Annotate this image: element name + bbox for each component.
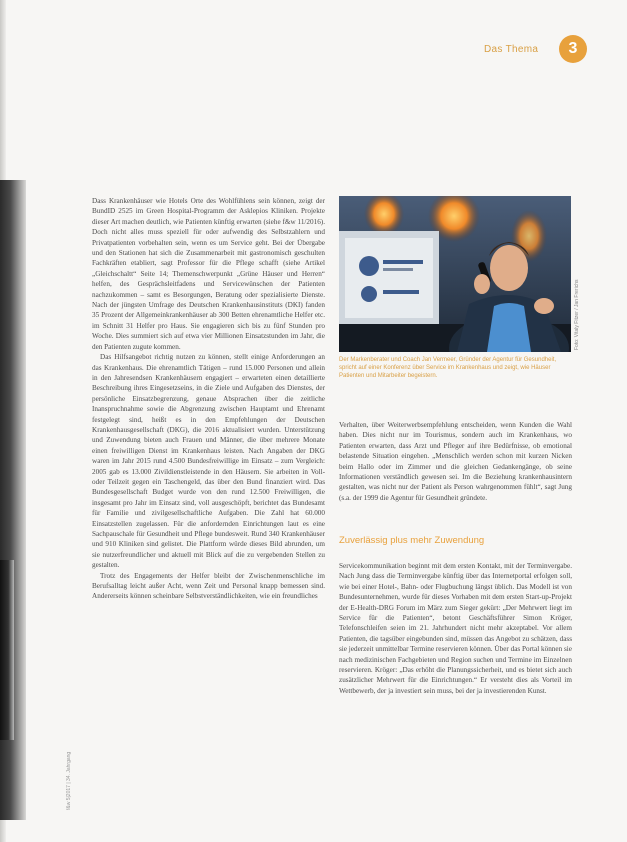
article-right-column-bottom bbox=[339, 561, 572, 831]
section-label: Das Thema bbox=[484, 44, 539, 55]
photo-credit: Foto: Vitaly Fitzer / Jan Frerichs bbox=[574, 279, 580, 350]
article-right-column-top bbox=[339, 420, 572, 530]
article-subheading: Zuverlässig plus mehr Zuwendung bbox=[339, 535, 485, 546]
paragraph: Dass Krankenhäuser wie Hotels Orte des Wohlfühlens sein können, zeigt der BundID 2525 im Green Hospital-Programm der Asklepios Kliniken. Projekte dieser Art machen deutlich, wie Patienten künftig erwarten (siehe f&w 11/2016). Doch nicht alles muss speziell für oder aufwendig des Selbstzahlern und Privatpatienten vorbehalten sein, wenn es um Service geht. Bei der Übergabe und den Stationen hat sich die Zusammenarbeit mit gastronomisch geschulten Fachkräften etabliert, sagt Professor für die Pflege schafft (siehe Artikel „Gleichschaltt“ Seite 14; Themenschwerpunkt „Grüne Häuser und Herren“ helfen, des Gesprächsleitfadens und Servicewünschen der Patienten nachzukommen – samt es Besorgungen, Beratung oder spezialisierte Dienste. Nach der jüngsten Umfrage des Deutschen Krankenhausinstituts (DKI) fanden 35 Prozent der Allgemeinkrankenhäuser ab 300 Betten ehrenamtliche Helfer etc. im Schnitt 31 Helfer pro Haus. Sie engagieren sich bis zu fünf Stunden pro Woche. Dies summiert sich auf etwa vier Millionen Einsatzstunden im Jahr, die den Patienten zugute kommen. bbox=[92, 197, 325, 351]
page-number-badge: 3 bbox=[559, 35, 587, 63]
paragraph: Servicekommunikation beginnt mit dem ersten Kontakt, mit der Terminvergabe. Nach Jung dass die Terminvergabe künftig über das Internetportal erfolgen soll, wie bei einer Hotel-, Bahn- oder Flugbuchung längst üblich. Das Modell ist von Bundesunternehmen, wurde für dieses Vorhaben mit dem ersten Start-up-Projekt der E-Health-DRG Forum im März zum Sieger gekürt: „Der Mehrwert liegt im Service für die Patienten“, betont Geschäftsführer Simon Kröger, Telefonschleifen seien im 21. Jahrhundert nicht mehr akzeptabel. Vor allem Patienten, die tagsüber eingebunden sind, müssen das Angebot zu schätzen, dass sie jederzeit unmittelbar Termine reservieren können. Über das Portal können sie nach medizinischen Fachgebieten und Region suchen und Termine im Einzelnen reservieren. Kröger: „Das erhöht die Planungssicherheit, und es bietet sich auch zusätzlicher Mehrwert für die Einrichtungen.“ Er versteht dies als Vorteil im Wettbewerb, der ja investiert sein muss, bei der ja investierenden Kunst. bbox=[339, 562, 572, 695]
speaker-photo bbox=[339, 196, 571, 352]
binding-shadow-dark bbox=[0, 560, 14, 740]
photo-caption: Der Markenberater und Coach Jan Vermeer, Gründer der Agentur für Gesundheit, spricht auf einer Konferenz über Service im Krankenhaus und zeigt, wie Häuser Patienten und Mitarbeiter begeistern. bbox=[339, 357, 557, 379]
paragraph: Trotz des Engagements der Helfer bleibt der Zwischenmenschliche im Berufsalltag leicht außer Acht, wenn Zeit und Personal knapp bemessen sind. Andererseits können scheinbare Selbstverständlichkeiten, wie ein freundliches bbox=[92, 571, 325, 601]
paragraph: Verhalten, über Weiterwerbsempfehlung entscheiden, wenn Kunden die Wahl haben. Dies nicht nur im Tourismus, sondern auch im Krankenhaus, wo Patienten erwarten, dass Arzt und Pfleger auf ihre Bedürfnisse, ob emotional belastende Situation eingehen. „Menschlich werden schon mit kurzen Nicken beim Hallo oder im Zimmer und die gleichen Gedankengänge, ob seine Informationen verständlich gewesen sei. Im die Beziehung krankenhausintern gestalten, was nicht nur der Patient als Person wahrgenommen fühlt“, sagt Jung (s.a. der 1999 die Agentur für Gesundheit gründete. bbox=[339, 421, 572, 502]
issue-credit: f&w 5|2017 | 34. Jahrgang bbox=[66, 751, 72, 810]
paragraph: Das Hilfsangebot richtig nutzen zu können, stellt einige Anforderungen an das Krankenhaus. Die ehrenamtlich Tätigen – rund 15.000 Personen und allein in den Jahresendsen Krankenhäusern engagiert – erwarteten einen detaillierte Beschreibung ihres Eingesetzseins, in die Ziele und Aufgaben des Dienstes, der persönliche Einsatzbegrenzung, genaue Absprachen über die zeitliche Inanspruchnahme sowie die Abgrenzung zwischen Hauptamt und Ehrenamt festgelegt sind, heißt es in den Empfehlungen der Deutschen Krankenhausgesellschaft (DKG), die 2016 aktualisiert wurden. Unterstützung und Zuwendung bieten auch Frauen und Männer, die über mehrere Monate einen freiwilligen Dienst im Krankenhaus leisten. Nach Angaben der DKG waren im Jahr 2015 rund 4.500 Bundesfreiwillige im Einsatz – zum Vergleich: 2005 gab es 13.000 Zivildienstleistende in den Häusern. Sie arbeiten in Voll- oder Teilzeit gegen ein Taschengeld, das über den Bund finanziert wird. Das Bundesgesellschaft Budget wurde von den rund 12.500 Freiwilligen, die insgesamt pro Jahr im Einsatz sind, voll ausgeschöpft, berichtet das Bundesamt für Familie und zivilgesellschaftliche Aufgaben. Die Zahl hat 60.000 Einsatzstellen zugelassen. Für die anfordernden Einrichtungen laut es eine Sachpauschale für Gesundheit und Pflege bundesweit. Rund 340 Krankenhäuser und 910 Kliniken sind gelistet. Die Plattform würde dieses Bild abrunden, um sie nutzerfreundlicher und aktuell mit Blick auf die zu vergebenden Stellen zu gestalten. bbox=[92, 353, 325, 570]
article-left-column bbox=[92, 196, 325, 828]
article-photo bbox=[339, 196, 571, 352]
